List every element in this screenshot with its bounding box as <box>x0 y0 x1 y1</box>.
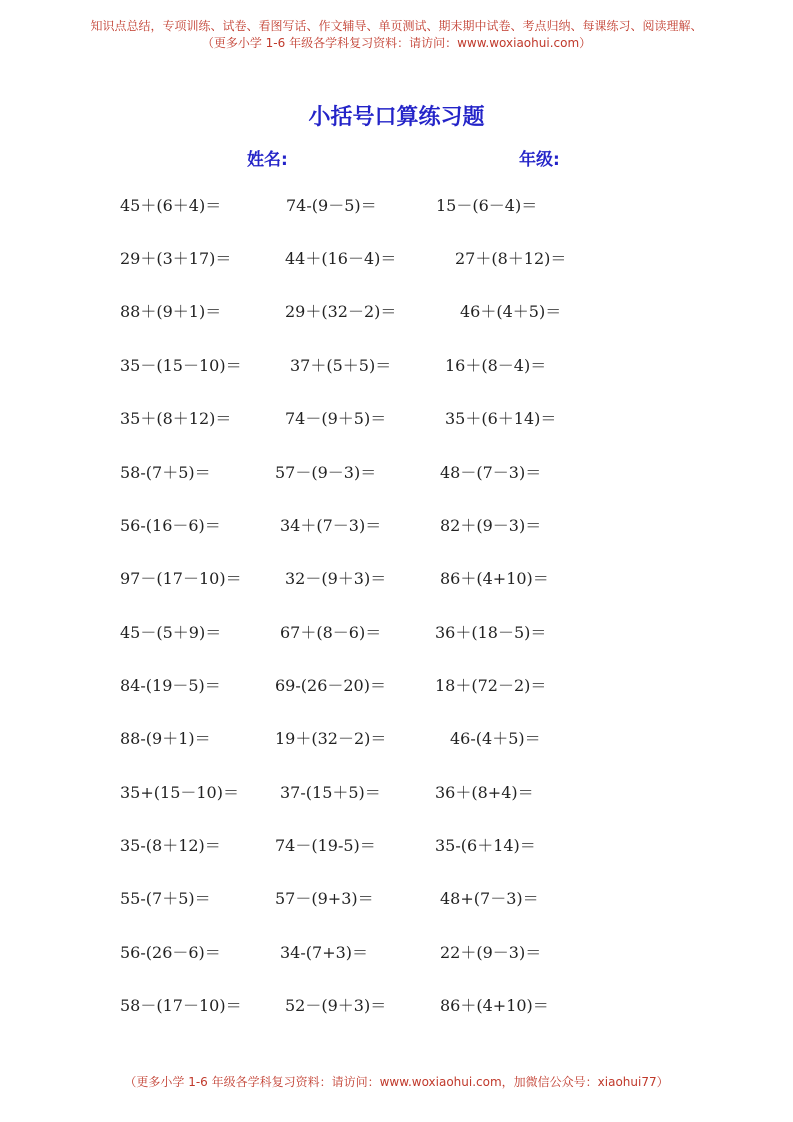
problem-r6-c2: 57－(9－3)＝ <box>275 463 377 482</box>
problem-r10-c1: 84-(19－5)＝ <box>120 676 221 695</box>
problem-r9-c1: 45－(5＋9)＝ <box>120 623 222 642</box>
name-label: 姓名: <box>247 150 288 170</box>
problem-r13-c1: 35-(8＋12)＝ <box>120 836 221 855</box>
problem-r1-c1: 45＋(6＋4)＝ <box>120 196 222 215</box>
problem-r4-c2: 37＋(5＋5)＝ <box>290 356 392 375</box>
problem-r9-c3: 36＋(18－5)＝ <box>435 623 547 642</box>
problem-r10-c3: 18＋(72－2)＝ <box>435 676 547 695</box>
problem-r8-c3: 86＋(4+10)＝ <box>440 569 549 588</box>
problem-r15-c3: 22＋(9－3)＝ <box>440 943 542 962</box>
footer-promo: （更多小学 1-6 年级各学科复习资料：请访问：www.woxiaohui.com，加微信公众号：xiaohui77） <box>124 1075 669 1089</box>
problem-r14-c1: 55-(7＋5)＝ <box>120 889 211 908</box>
problem-r4-c3: 16＋(8－4)＝ <box>445 356 547 375</box>
problem-r1-c3: 15－(6－4)＝ <box>436 196 538 215</box>
problem-r6-c1: 58-(7＋5)＝ <box>120 463 211 482</box>
problem-r5-c3: 35＋(6＋14)＝ <box>445 409 557 428</box>
problem-r7-c2: 34＋(7－3)＝ <box>280 516 382 535</box>
problem-r14-c3: 48+(7－3)＝ <box>440 889 539 908</box>
problem-r3-c3: 46＋(4＋5)＝ <box>460 302 562 321</box>
problem-r16-c2: 52－(9＋3)＝ <box>285 996 387 1015</box>
problem-r5-c1: 35＋(8＋12)＝ <box>120 409 232 428</box>
problem-r3-c2: 29＋(32－2)＝ <box>285 302 397 321</box>
worksheet-title: 小括号口算练习题 <box>308 105 485 130</box>
problem-r2-c2: 44＋(16－4)＝ <box>285 249 397 268</box>
problem-r8-c2: 32－(9＋3)＝ <box>285 569 387 588</box>
problem-r13-c2: 74－(19-5)＝ <box>275 836 376 855</box>
problem-r12-c1: 35+(15－10)＝ <box>120 783 239 802</box>
problem-r13-c3: 35-(6＋14)＝ <box>435 836 536 855</box>
problem-r15-c2: 34-(7+3)＝ <box>280 943 369 962</box>
problem-r11-c2: 19＋(32－2)＝ <box>275 729 387 748</box>
problem-r10-c2: 69-(26－20)＝ <box>275 676 386 695</box>
problem-r2-c1: 29＋(3＋17)＝ <box>120 249 232 268</box>
problem-r11-c1: 88-(9＋1)＝ <box>120 729 211 748</box>
problem-r9-c2: 67＋(8－6)＝ <box>280 623 382 642</box>
problem-r3-c1: 88＋(9＋1)＝ <box>120 302 222 321</box>
problem-r2-c3: 27＋(8＋12)＝ <box>455 249 567 268</box>
header-promo-line-2: （更多小学 1-6 年级各学科复习资料：请访问：www.woxiaohui.com） <box>201 36 592 50</box>
problem-r11-c3: 46-(4＋5)＝ <box>450 729 541 748</box>
problem-r16-c1: 58－(17－10)＝ <box>120 996 242 1015</box>
problem-r15-c1: 56-(26－6)＝ <box>120 943 221 962</box>
problem-r7-c1: 56-(16－6)＝ <box>120 516 221 535</box>
problem-r8-c1: 97－(17－10)＝ <box>120 569 242 588</box>
problem-r16-c3: 86＋(4+10)＝ <box>440 996 549 1015</box>
problem-r12-c2: 37-(15＋5)＝ <box>280 783 381 802</box>
header-promo-line-1: 知识点总结，专项训练、试卷、看图写话、作文辅导、单页测试、期末期中试卷、考点归纳、每课练习、阅读理解、 <box>90 19 703 33</box>
problem-r14-c2: 57－(9+3)＝ <box>275 889 374 908</box>
problem-r12-c3: 36＋(8+4)＝ <box>435 783 534 802</box>
problem-r7-c3: 82＋(9－3)＝ <box>440 516 542 535</box>
problem-r5-c2: 74－(9＋5)＝ <box>285 409 387 428</box>
problem-r1-c2: 74-(9－5)＝ <box>286 196 377 215</box>
problem-r6-c3: 48－(7－3)＝ <box>440 463 542 482</box>
problem-r4-c1: 35－(15－10)＝ <box>120 356 242 375</box>
grade-label: 年级: <box>519 150 560 170</box>
